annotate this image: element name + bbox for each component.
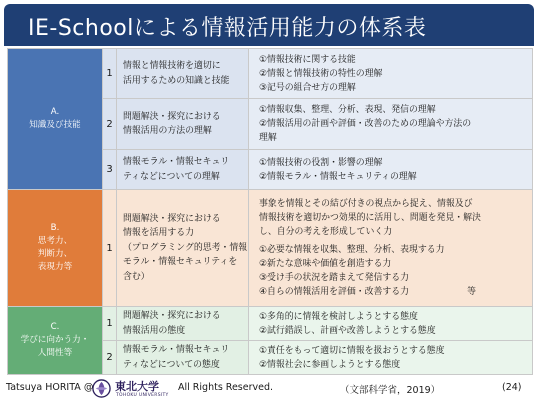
ability-detail: ①情報技術の役割・影響の理解 ②情報モラル・情報セキュリティの理解 [249,150,533,190]
ability-name: 情報と情報技術を適切に 活用するための知識と技能 [117,49,249,99]
row-number: 2 [103,341,117,375]
table-row [8,49,533,99]
ability-detail: 事象を情報とその結び付きの視点から捉え、情報及び 情報技術を適切かつ効果的に活用し、問題を発見・解決 し、自分の考えを形成していく力 ①必要な情報を収集、整理、分析、表現する力 ②新たな意味や価値を創造する力 ③受け手の状況を踏まえて発信する力 ④自らの情報活用を評価・改善する力 等 [249,190,533,307]
university-name-en: TOHOKU UNIVERSITY [116,393,169,398]
row-number: 1 [103,307,117,341]
title-bar [4,4,534,46]
slide-footer [0,376,538,404]
ability-detail: ①情報収集、整理、分析、表現、発信の理解 ②情報活用の計画や評価・改善のための理論や方法の 理解 [249,99,533,150]
ability-name: 問題解決・探究における 情報活用の態度 [117,307,249,341]
ability-name: 問題解決・探究における 情報活用の方法の理解 [117,99,249,150]
row-number: 2 [103,99,117,150]
table-row [8,307,533,341]
source-citation: （文部科学省，2019） [340,385,441,396]
university-name: 東北大学 [115,380,159,393]
rights-notice: All Rights Reserved. [178,382,274,393]
university-crest-icon [92,379,111,398]
row-number: 3 [103,150,117,190]
ability-name: 情報モラル・情報セキュリ ティなどについての理解 [117,150,249,190]
row-number: 1 [103,190,117,307]
slide-title: IE-Schoolによる情報活用能力の体系表 [28,16,427,41]
ability-name: 情報モラル・情報セキュリ ティなどについての態度 [117,341,249,375]
table-row [8,190,533,307]
category-b-label: B. 思考力、 判断力、 表現力等 [8,190,103,307]
ability-table [7,48,533,375]
category-a-label: A. 知識及び技能 [8,49,103,190]
ability-detail: ①責任をもって適切に情報を扱おうとする態度 ②情報社会に参画しようとする態度 [249,341,533,375]
ability-name: 問題解決・探究における 情報を活用する力 （プログラミング的思考・情報 モラル・情報セキュリティを 含む） [117,190,249,307]
ability-detail: ①多角的に情報を検討しようとする態度 ②試行錯誤し、計画や改善しようとする態度 [249,307,533,341]
category-c-label: C. 学びに向かう力・ 人間性等 [8,307,103,375]
ability-detail: ①情報技術に関する技能 ②情報と情報技術の特性の理解 ③記号の組合せ方の理解 [249,49,533,99]
page-number: (24) [502,382,522,393]
author-credit: Tatsuya HORITA @ [6,382,94,393]
row-number: 1 [103,49,117,99]
etc-label: 等 [467,287,476,297]
